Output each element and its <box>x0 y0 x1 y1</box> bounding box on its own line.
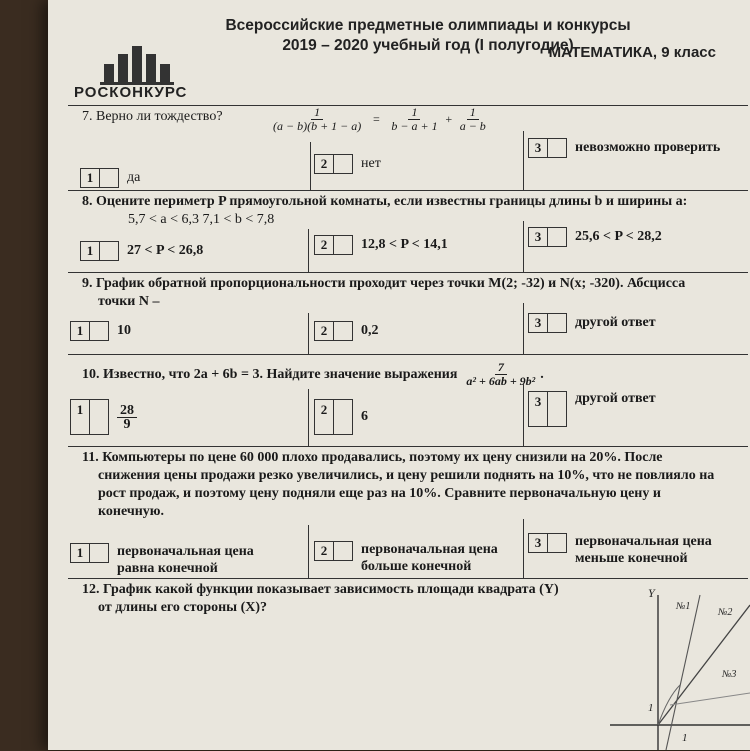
graph-line-3 <box>670 693 750 705</box>
graph-label-1: №1 <box>676 601 691 612</box>
option-number: 1 <box>70 399 90 435</box>
question-10-text <box>82 361 544 388</box>
question-9-text-line-2: точки N – <box>98 294 160 309</box>
q9-option-2[interactable] <box>314 321 379 341</box>
question-7-identity <box>268 106 491 133</box>
question-8-condition: 5,7 < a < 6,3 7,1 < b < 7,8 <box>128 212 275 227</box>
title-line-2: 2019 – 2020 учебный год (I полугодие) <box>282 37 574 54</box>
option-number: 2 <box>314 321 334 341</box>
plus-sign: + <box>444 112 453 126</box>
q8-option-2[interactable] <box>314 235 448 255</box>
divider <box>308 389 309 447</box>
answer-box[interactable] <box>90 321 109 341</box>
answer-box[interactable] <box>334 321 353 341</box>
divider <box>523 303 524 355</box>
option-number: 3 <box>528 533 548 553</box>
divider <box>310 142 311 191</box>
divider <box>308 229 309 273</box>
q10-option-3[interactable] <box>528 391 656 427</box>
option-label: да <box>127 170 141 185</box>
option-label: 6 <box>361 409 368 424</box>
header <box>48 0 750 105</box>
y-axis-label: Y <box>648 586 655 600</box>
question-12-text-line-1: 12. График какой функции показывает зависимость площади квадрата (Y) <box>82 582 559 597</box>
option-label-line-2: больше конечной <box>361 559 472 574</box>
option-number: 3 <box>528 313 548 333</box>
question-9-text-line-1: 9. График обратной пропорциональности проходит через точки M(2; -32) и N(x; -320). Абсцисса <box>82 276 686 291</box>
q11-option-2[interactable] <box>314 541 498 575</box>
question-11-text-line-2: снижения цены продажи резко увеличились, и цену решили поднять на 10%, что не повлияло на <box>98 468 715 483</box>
option-label: 12,8 < P < 14,1 <box>361 237 448 252</box>
rhs1-numerator: 1 <box>408 106 420 120</box>
divider <box>308 525 309 579</box>
divider <box>523 221 524 273</box>
option-number: 3 <box>528 227 548 247</box>
option-label: 25,6 < P < 28,2 <box>575 229 662 244</box>
option-label-line-1: первоначальная цена <box>117 544 254 559</box>
answer-box[interactable] <box>334 541 353 561</box>
divider <box>523 131 524 191</box>
answer-sheet <box>48 0 750 750</box>
rhs-fraction-1 <box>388 106 440 133</box>
option-label <box>117 404 137 431</box>
option-number: 2 <box>314 541 334 561</box>
option-number: 3 <box>528 138 548 158</box>
question-11-text-line-3: рост продаж, и поэтому цену подняли еще раз на 10%. Сравните первоначальную цену и <box>98 486 661 501</box>
q9-option-3[interactable] <box>528 313 656 333</box>
answer-box[interactable] <box>548 533 567 553</box>
option-label: 27 < P < 26,8 <box>127 243 204 258</box>
option-number: 2 <box>314 154 334 174</box>
rhs1-denominator: b − a + 1 <box>391 119 438 133</box>
option-label: 10 <box>117 323 131 338</box>
graph-label-2: №2 <box>718 607 733 618</box>
rhs-fraction-2 <box>457 106 489 133</box>
lhs-fraction <box>270 106 364 133</box>
question-7-text: 7. Верно ли тождество? <box>82 109 223 124</box>
q10-option-2[interactable] <box>314 399 368 435</box>
option-label <box>361 541 498 575</box>
graph-curve <box>658 685 680 725</box>
y-tick-label: 1 <box>648 702 654 714</box>
option-label: невозможно проверить <box>575 140 721 155</box>
question-8 <box>68 190 748 273</box>
question-9 <box>68 272 748 355</box>
option-label-line-2: меньше конечной <box>575 551 688 566</box>
option-number: 1 <box>70 543 90 563</box>
option-number: 1 <box>80 168 100 188</box>
q11-option-1[interactable] <box>70 543 254 577</box>
graph-line-1 <box>666 595 700 750</box>
q7-option-2[interactable] <box>314 154 381 174</box>
q10-dot: . <box>540 366 544 382</box>
q10-fraction <box>463 361 538 388</box>
option-label: другой ответ <box>575 315 656 330</box>
option-label: другой ответ <box>575 391 656 406</box>
answer-box[interactable] <box>100 241 119 261</box>
divider <box>308 313 309 355</box>
question-8-text: 8. Оцените периметр P прямоугольной комнаты, если известны границы длины b и ширины a: <box>82 194 688 209</box>
q9-option-1[interactable] <box>70 321 131 341</box>
function-graph <box>610 585 750 750</box>
answer-box[interactable] <box>334 235 353 255</box>
title-line-1: Всероссийские предметные олимпиады и конкурсы <box>225 17 631 34</box>
logo-text: РОСКОНКУРС <box>74 84 188 101</box>
equals-sign: = <box>372 112 381 126</box>
option-label-line-1: первоначальная цена <box>361 542 498 557</box>
q11-option-3[interactable] <box>528 533 712 567</box>
answer-box[interactable] <box>548 227 567 247</box>
q8-option-1[interactable] <box>80 241 203 261</box>
q10-numerator: 7 <box>495 361 507 375</box>
question-10 <box>68 354 748 447</box>
option-number: 3 <box>528 391 548 427</box>
option-number: 2 <box>314 235 334 255</box>
divider <box>523 519 524 579</box>
graph-label-3: №3 <box>722 669 737 680</box>
graph-line-2 <box>658 605 750 725</box>
option-label-line-2: равна конечной <box>117 561 218 576</box>
lhs-numerator: 1 <box>311 106 323 120</box>
question-11 <box>68 446 748 579</box>
answer-box[interactable] <box>548 313 567 333</box>
option-label-denominator: 9 <box>123 416 131 432</box>
lhs-denominator: (a − b)(b + 1 − a) <box>273 119 362 133</box>
option-label-line-1: первоначальная цена <box>575 534 712 549</box>
answer-box[interactable] <box>100 168 119 188</box>
rhs2-numerator: 1 <box>467 106 479 120</box>
divider <box>523 383 524 447</box>
question-10-text-main: 10. Известно, что 2a + 6b = 3. Найдите значение выражения <box>82 366 458 382</box>
answer-box[interactable] <box>334 399 353 435</box>
answer-box[interactable] <box>548 138 567 158</box>
option-number: 1 <box>80 241 100 261</box>
q7-option-3[interactable] <box>528 138 720 158</box>
answer-box[interactable] <box>548 391 567 427</box>
subject-title: МАТЕМАТИКА, 9 класс <box>548 44 716 61</box>
option-number: 2 <box>314 399 334 435</box>
q7-option-1[interactable] <box>80 168 140 188</box>
q10-option-1[interactable] <box>70 399 139 435</box>
option-label <box>575 533 712 567</box>
q10-denominator: a² + 6ab + 9b² <box>466 374 536 388</box>
answer-box[interactable] <box>90 543 109 563</box>
question-11-text-line-4: конечную. <box>98 504 164 519</box>
question-12-text-line-2: от длины его стороны (X)? <box>98 600 268 615</box>
option-number: 1 <box>70 321 90 341</box>
option-label: нет <box>361 156 381 171</box>
x-tick-label: 1 <box>682 732 688 744</box>
rhs2-denominator: a − b <box>459 119 486 133</box>
q8-option-3[interactable] <box>528 227 662 247</box>
question-11-text-line-1: 11. Компьютеры по цене 60 000 плохо продавались, поэтому их цену снизили на 20%. После <box>82 450 663 465</box>
answer-box[interactable] <box>334 154 353 174</box>
option-label-numerator: 28 <box>117 404 137 418</box>
question-7 <box>68 105 748 191</box>
option-label <box>117 543 254 577</box>
option-label: 0,2 <box>361 323 379 338</box>
answer-box[interactable] <box>90 399 109 435</box>
